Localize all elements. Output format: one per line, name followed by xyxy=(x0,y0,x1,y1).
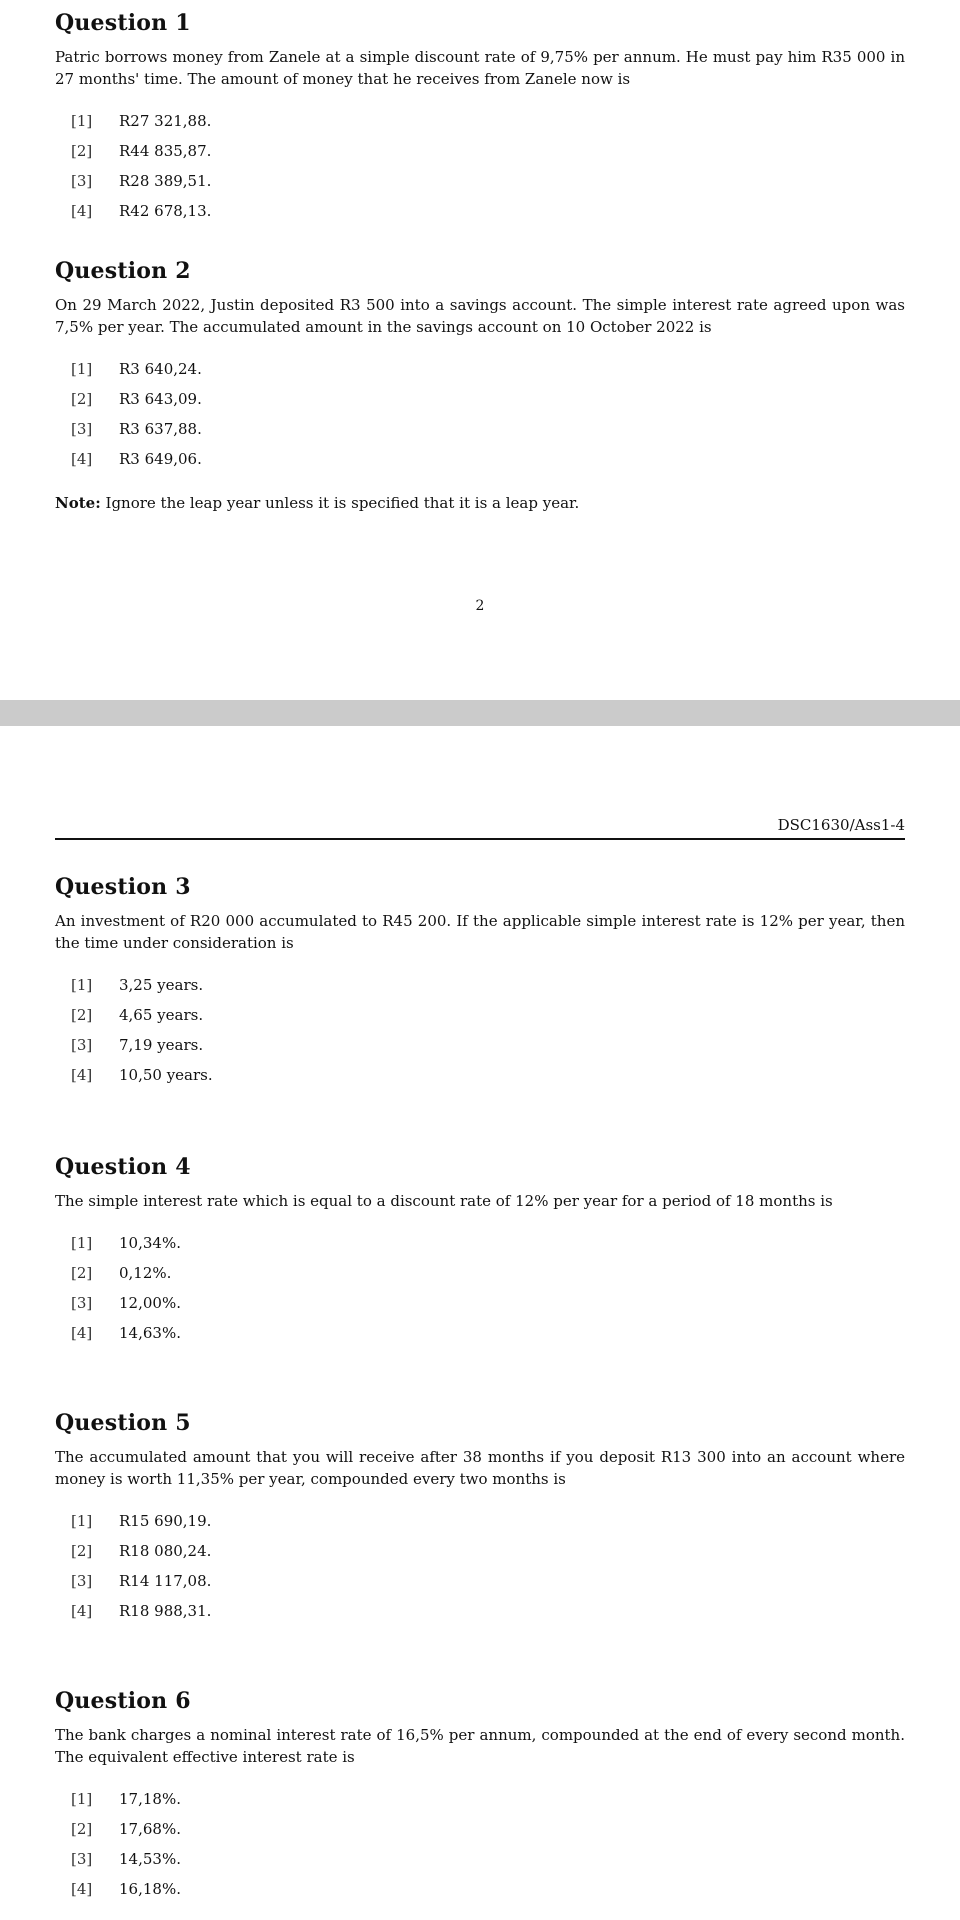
question-title: Question 3 xyxy=(55,874,191,900)
option xyxy=(71,1850,905,1880)
option xyxy=(71,1006,905,1036)
option-number: [1] xyxy=(71,976,93,994)
page-bottom xyxy=(0,726,960,1920)
question-6 xyxy=(55,1688,905,1910)
option-number: [4] xyxy=(71,1066,93,1084)
option-number: [2] xyxy=(71,1006,93,1024)
option xyxy=(71,202,905,232)
option-number: [1] xyxy=(71,1512,93,1530)
option-text: 10,50 years. xyxy=(119,1066,213,1084)
page-top xyxy=(0,0,960,700)
option-text: R28 389,51. xyxy=(119,172,212,190)
options-list xyxy=(55,112,905,232)
option-text: R3 643,09. xyxy=(119,390,202,408)
option-text: R15 690,19. xyxy=(119,1512,212,1530)
option-number: [4] xyxy=(71,1602,93,1620)
option xyxy=(71,1880,905,1910)
question-text: The simple interest rate which is equal to a discount rate of 12% per year for a period of 18 months is xyxy=(55,1192,833,1210)
option-number: [4] xyxy=(71,202,93,220)
note-text: Ignore the leap year unless it is specified that it is a leap year. xyxy=(105,494,580,512)
option-text: 12,00%. xyxy=(119,1294,181,1312)
page-number: 2 xyxy=(475,598,485,614)
option-text: 10,34%. xyxy=(119,1234,181,1252)
option-number: [3] xyxy=(71,1572,93,1590)
option-number: [1] xyxy=(71,1790,93,1808)
option-number: [3] xyxy=(71,172,93,190)
option-text: 14,63%. xyxy=(119,1324,181,1342)
option-number: [3] xyxy=(71,1294,93,1312)
option xyxy=(71,1234,905,1264)
options-list xyxy=(55,360,905,480)
option-number: [2] xyxy=(71,1542,93,1560)
question-2 xyxy=(55,258,905,480)
option-text: R44 835,87. xyxy=(119,142,212,160)
option xyxy=(71,1572,905,1602)
option-text: 17,18%. xyxy=(119,1790,181,1808)
question-text: The accumulated amount that you will receive after 38 months if you deposit R13 300 into an account where money is worth 11,35% per year, compounded every two months is xyxy=(55,1448,905,1488)
option xyxy=(71,420,905,450)
option-text: R14 117,08. xyxy=(119,1572,212,1590)
option xyxy=(71,172,905,202)
options-list xyxy=(55,1512,905,1632)
question-3 xyxy=(55,874,905,1096)
question-text: On 29 March 2022, Justin deposited R3 500 into a savings account. The simple interest rate agreed upon was 7,5% per year. The accumulated amount in the savings account on 10 October 2022 is xyxy=(55,296,905,336)
question-title: Question 2 xyxy=(55,258,191,284)
option xyxy=(71,976,905,1006)
option-text: R18 080,24. xyxy=(119,1542,212,1560)
option xyxy=(71,1542,905,1572)
option-text: R18 988,31. xyxy=(119,1602,212,1620)
option-text: R27 321,88. xyxy=(119,112,212,130)
question-title: Question 4 xyxy=(55,1154,191,1180)
option-number: [2] xyxy=(71,142,93,160)
option-text: 4,65 years. xyxy=(119,1006,204,1024)
question-title: Question 6 xyxy=(55,1688,191,1714)
option-number: [1] xyxy=(71,112,93,130)
option-number: [4] xyxy=(71,1880,93,1898)
option xyxy=(71,1790,905,1820)
option-text: R42 678,13. xyxy=(119,202,212,220)
option xyxy=(71,1066,905,1096)
question-text: Patric borrows money from Zanele at a simple discount rate of 9,75% per annum. He must pay him R35 000 in 27 months' time. The amount of money that he receives from Zanele now is xyxy=(55,48,905,88)
option-number: [3] xyxy=(71,1036,93,1054)
question-5 xyxy=(55,1410,905,1632)
options-list xyxy=(55,1790,905,1910)
question-4 xyxy=(55,1154,905,1354)
question-title: Question 1 xyxy=(55,10,191,36)
option-text: 0,12%. xyxy=(119,1264,172,1282)
question-text: The bank charges a nominal interest rate of 16,5% per annum, compounded at the end of every second month. The equivalent effective interest rate is xyxy=(55,1726,905,1766)
option-text: R3 637,88. xyxy=(119,420,202,438)
option-number: [2] xyxy=(71,1264,93,1282)
document-code: DSC1630/Ass1-4 xyxy=(777,816,905,834)
option xyxy=(71,142,905,172)
option xyxy=(71,1036,905,1066)
option-number: [3] xyxy=(71,1850,93,1868)
options-list xyxy=(55,1234,905,1354)
option xyxy=(71,1264,905,1294)
header-rule xyxy=(55,838,905,840)
option xyxy=(71,450,905,480)
option xyxy=(71,1512,905,1542)
option-number: [3] xyxy=(71,420,93,438)
question-title: Question 5 xyxy=(55,1410,191,1436)
option xyxy=(71,1602,905,1632)
option-text: R3 649,06. xyxy=(119,450,202,468)
option xyxy=(71,1294,905,1324)
option-number: [1] xyxy=(71,360,93,378)
note xyxy=(55,494,579,512)
option xyxy=(71,1324,905,1354)
option-text: 17,68%. xyxy=(119,1820,181,1838)
option-text: 16,18%. xyxy=(119,1880,181,1898)
option-text: R3 640,24. xyxy=(119,360,202,378)
option-number: [2] xyxy=(71,390,93,408)
option-text: 7,19 years. xyxy=(119,1036,204,1054)
option xyxy=(71,1820,905,1850)
options-list xyxy=(55,976,905,1096)
note-label: Note: xyxy=(55,494,101,512)
option-number: [2] xyxy=(71,1820,93,1838)
option-text: 14,53%. xyxy=(119,1850,181,1868)
option-number: [4] xyxy=(71,450,93,468)
option xyxy=(71,112,905,142)
option xyxy=(71,390,905,420)
page-separator xyxy=(0,700,960,726)
option-number: [1] xyxy=(71,1234,93,1252)
option-number: [4] xyxy=(71,1324,93,1342)
question-text: An investment of R20 000 accumulated to R45 200. If the applicable simple interest rate is 12% per year, then the time under consideration is xyxy=(55,912,905,952)
question-1 xyxy=(55,10,905,232)
option xyxy=(71,360,905,390)
option-text: 3,25 years. xyxy=(119,976,204,994)
